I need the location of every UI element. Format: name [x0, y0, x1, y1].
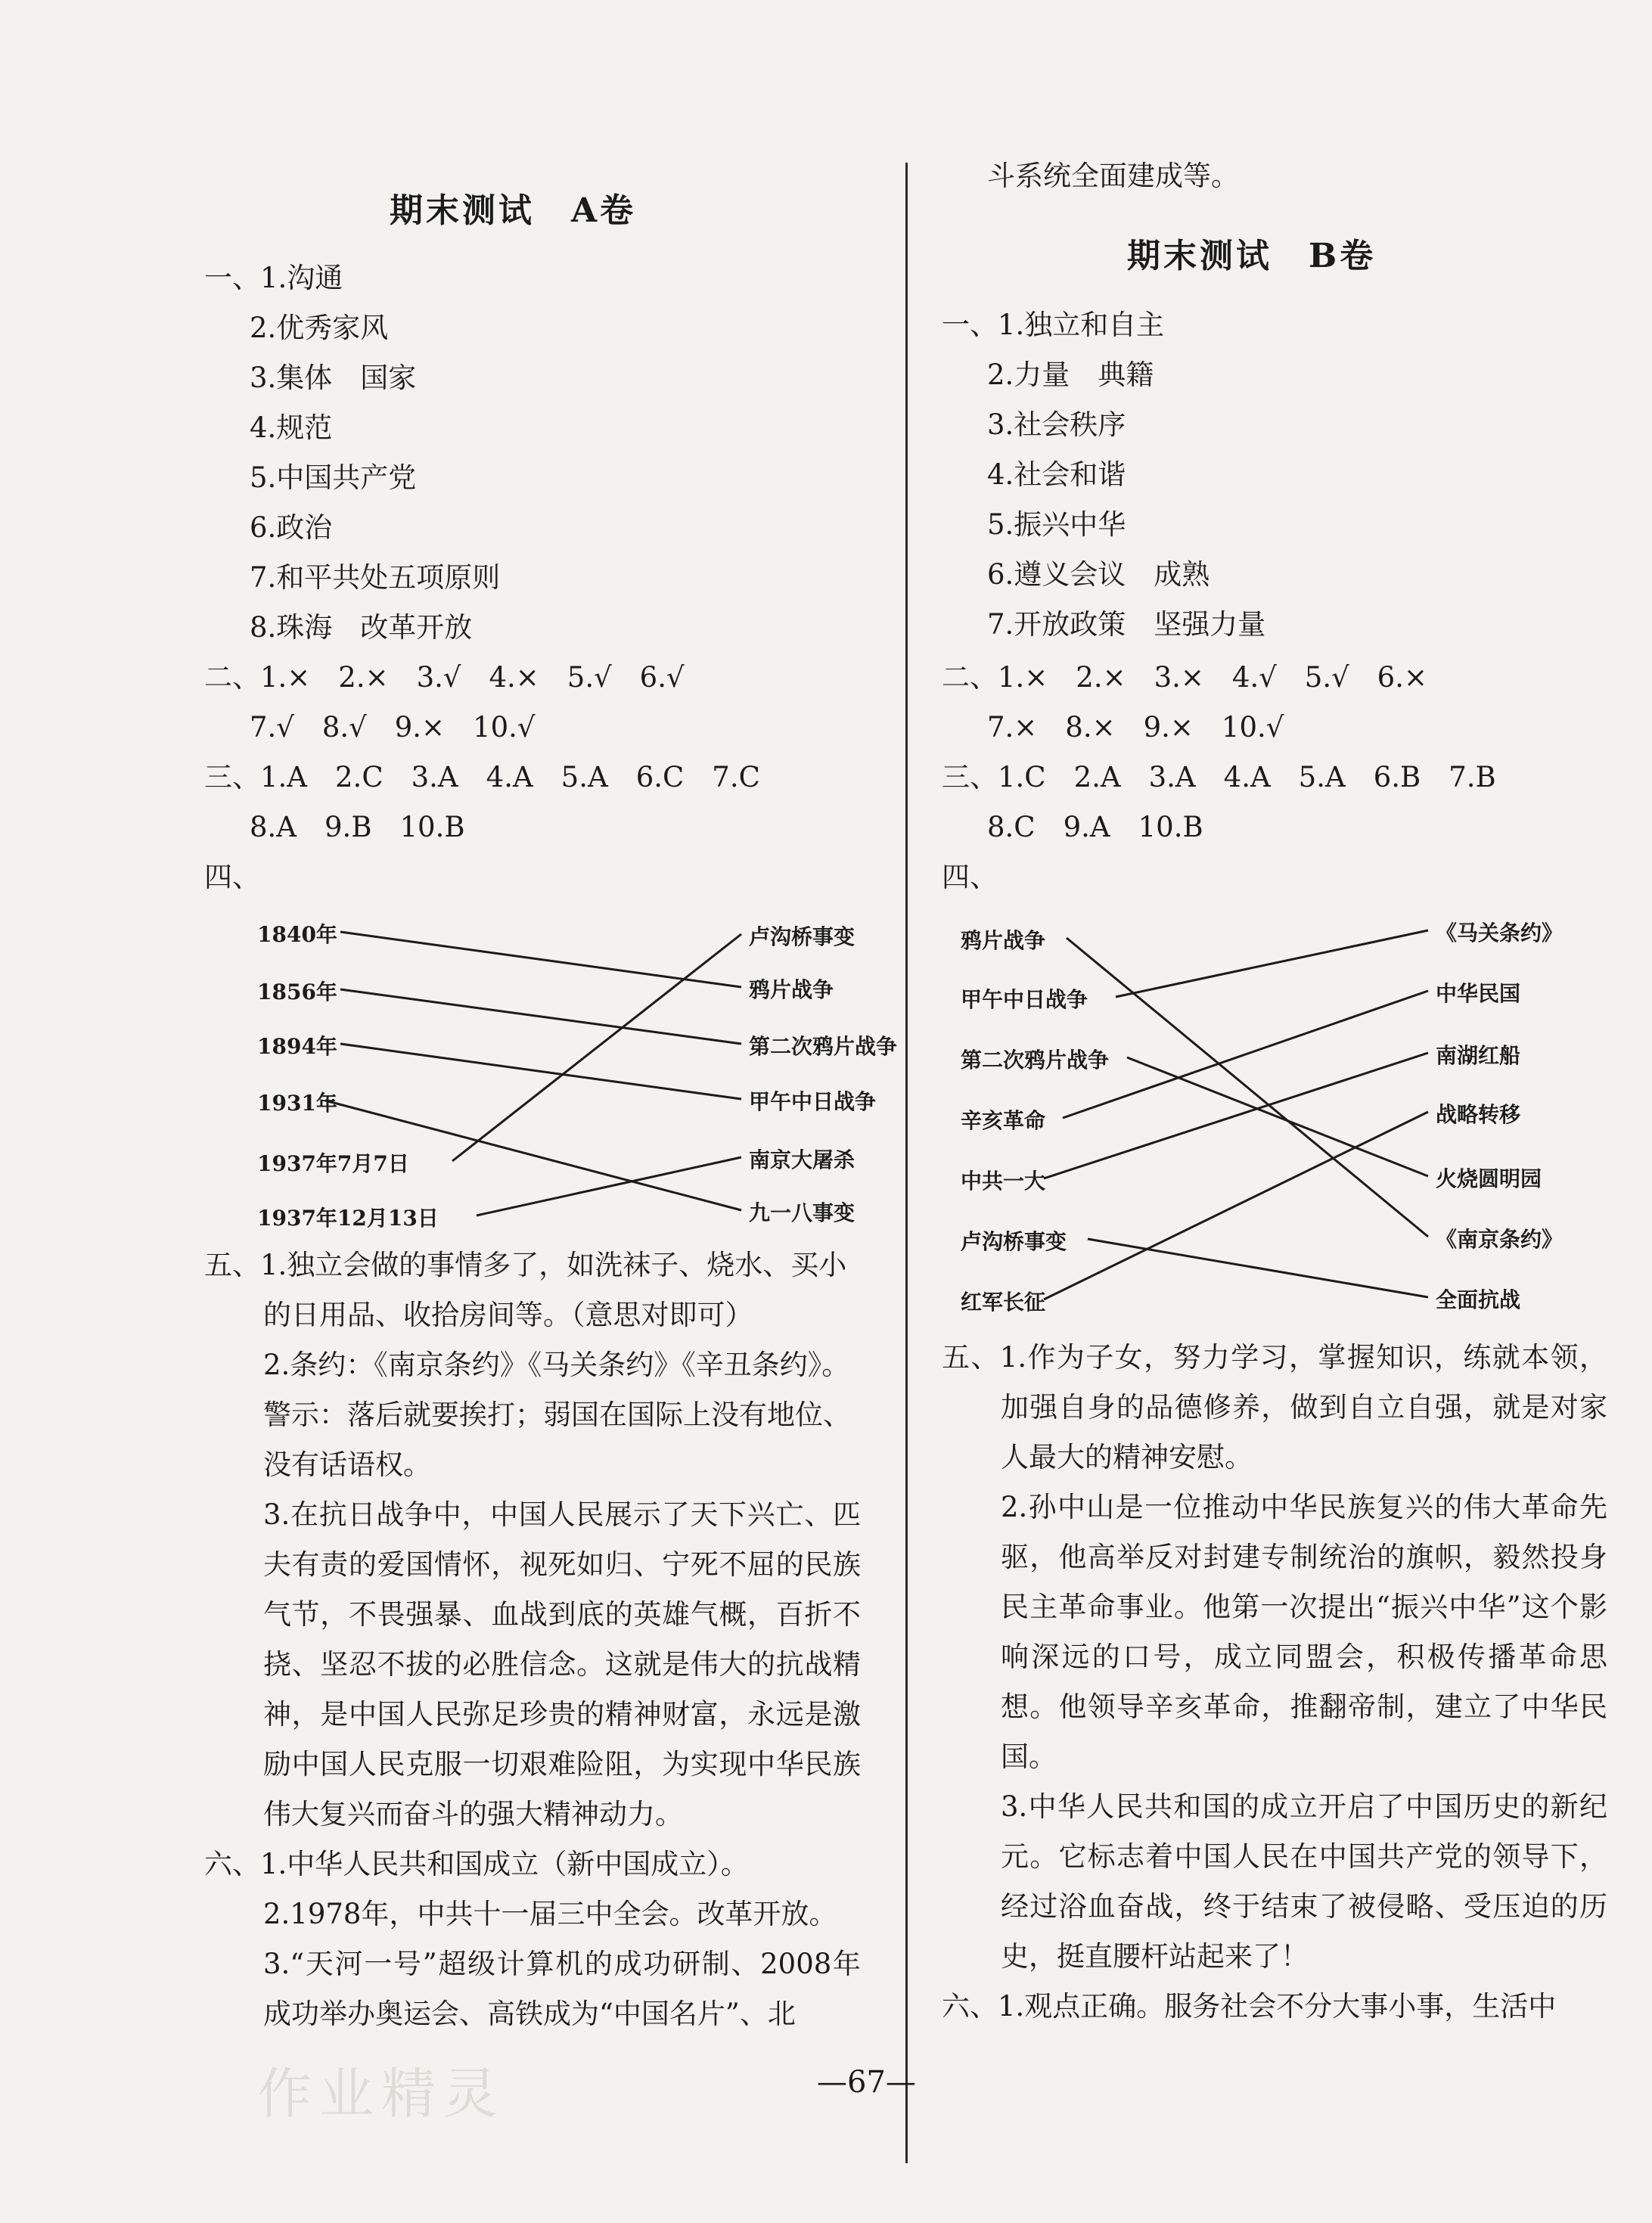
a-match-left: 1840年	[257, 922, 337, 947]
b-s5-q1	[942, 1333, 1607, 1483]
b-s4-label: 四、	[942, 861, 998, 893]
a-matching-lines	[257, 908, 862, 1233]
a-s1-item: 7.和平共处五项原则	[250, 561, 501, 594]
a-match-left: 1856年	[257, 980, 337, 1004]
continuation-line: 斗系统全面建成等。	[987, 160, 1239, 192]
b-s6-q1: 六、1.观点正确。服务社会不分大事小事，生活中	[942, 1990, 1557, 2023]
b-match-left: 卢沟桥事变	[961, 1229, 1067, 1254]
a-match-right: 第二次鸦片战争	[749, 1034, 898, 1059]
a-match-right: 卢沟桥事变	[749, 924, 856, 949]
a-s5-q3: 3.在抗日战争中，中国人民展示了天下兴亡、匹夫有责的爱国情怀，视死如归、宁死不屈的民族气节，不畏强暴、血战到底的英雄气概，百折不挠、坚忍不拔的必胜信念。这就是伟大的抗战精神，是中国人民弥足珍贵的精神财富，永远是激励中国人民克服一切艰难险阻，为实现中华民族伟大复兴而奋斗的强大精神动力。	[263, 1498, 861, 1830]
match-line	[1127, 1057, 1428, 1176]
a-s1-item: 3.集体 国家	[250, 362, 417, 394]
b-s2-line: 7.× 8.× 9.× 10.√	[987, 711, 1284, 744]
a-s5-q2-cont: 没有话语权。	[263, 1448, 431, 1481]
a-s1-item: 2.优秀家风	[250, 312, 389, 344]
b-s1-item: 5.振兴中华	[987, 508, 1126, 541]
page-title-a: 期末测试 A卷	[390, 191, 637, 230]
b-s1-item: 7.开放政策 坚强力量	[987, 608, 1266, 641]
a-match-left: 1937年7月7日	[257, 1151, 409, 1176]
column-divider	[905, 163, 908, 2163]
a-s1-item: 5.中国共产党	[250, 461, 417, 494]
b-match-left: 第二次鸦片战争	[961, 1048, 1110, 1073]
b-match-right: 全面抗战	[1436, 1287, 1521, 1312]
a-match-right: 南京大屠杀	[749, 1147, 856, 1172]
watermark: 作业精灵	[257, 2062, 506, 2125]
b-s1-item: 4.社会和谐	[987, 458, 1126, 491]
b-match-left: 红军长征	[961, 1290, 1046, 1315]
b-matching-diagram	[961, 908, 1604, 1316]
a-s6-q1: 六、1.中华人民共和国成立（新中国成立）。	[204, 1848, 749, 1880]
b-match-right: 战略转移	[1436, 1102, 1521, 1127]
match-line	[1088, 1239, 1428, 1297]
a-s5-q1: 五、1.独立会做的事情多了，如洗袜子、烧水、买小	[204, 1249, 847, 1281]
a-matching-diagram	[257, 908, 898, 1233]
b-s5-q2: 2.孙中山是一位推动中华民族复兴的伟大革命先驱，他高举反对封建专制统治的旗帜，毅然投身民主革命事业。他第一次提出“振兴中华”这个影响深远的口号，成立同盟会，积极传播革命思想。他领导辛亥革命，推翻帝制，建立了中华民国。	[1001, 1491, 1607, 1773]
b-match-right: 火烧圆明园	[1436, 1166, 1542, 1191]
b-s5-q3: 3.中华人民共和国的成立开启了中国历史的新纪元。它标志着中国人民在中国共产党的领导下，经过浴血奋战，终于结束了被侵略、受压迫的历史，挺直腰杆站起来了！	[1001, 1790, 1607, 1973]
a-match-right: 九一八事变	[749, 1200, 856, 1225]
b-match-right: 中华民国	[1436, 981, 1521, 1006]
b-match-left: 辛亥革命	[961, 1108, 1046, 1133]
b-match-left: 甲午中日战争	[961, 987, 1088, 1012]
b-match-right: 《马关条约》	[1436, 921, 1564, 945]
a-s1-item: 6.政治	[250, 511, 333, 544]
b-match-right: 南湖红船	[1436, 1043, 1521, 1068]
match-line	[1044, 1112, 1428, 1299]
a-match-left: 1937年12月13日	[257, 1206, 439, 1231]
b-s5-q1-text: 五、1.作为子女，努力学习，掌握知识，练就本领，加强自身的品德修养，做到自立自强，就是对家人最大的精神安慰。	[942, 1341, 1607, 1473]
a-s1-item: 4.规范	[250, 411, 333, 444]
a-s5-q2: 2.条约：《南京条约》《马关条约》《辛丑条约》。	[263, 1349, 850, 1381]
b-match-right: 《南京条约》	[1436, 1227, 1564, 1252]
match-line	[340, 989, 741, 1044]
b-s1-item: 2.力量 典籍	[987, 359, 1154, 391]
a-s3-line: 8.A 9.B 10.B	[250, 811, 465, 843]
a-s1-item: 8.珠海 改革开放	[250, 611, 473, 644]
match-line	[1116, 930, 1428, 997]
b-s3-line: 8.C 9.A 10.B	[987, 811, 1203, 843]
a-s5-q2-cont: 警示：落后就要挨打；弱国在国际上没有地位、	[263, 1399, 851, 1431]
a-s1-item: 一、1.沟通	[204, 262, 343, 294]
match-line	[1067, 938, 1428, 1237]
a-match-left: 1931年	[257, 1091, 337, 1116]
match-line	[477, 1157, 741, 1216]
b-s3-line: 三、1.C 2.A 3.A 4.A 5.A 6.B 7.B	[942, 761, 1496, 793]
a-s5-q1-cont: 的日用品、收拾房间等。（意思对即可）	[263, 1299, 753, 1331]
page-title-b: 期末测试 B卷	[1127, 237, 1377, 275]
match-line	[1063, 991, 1428, 1118]
match-line	[340, 932, 741, 987]
b-s1-item: 一、1.独立和自主	[942, 309, 1165, 341]
page-number: —67—	[817, 2065, 916, 2100]
a-s6-q3: 3.“天河一号”超级计算机的成功研制、2008年成功举办奥运会、高铁成为“中国名片”、北	[263, 1948, 861, 2030]
a-match-right: 鸦片战争	[749, 977, 834, 1002]
b-match-left: 中共一大	[961, 1169, 1046, 1194]
a-s2-line: 7.√ 8.√ 9.× 10.√	[250, 711, 536, 744]
b-s2-line: 二、1.× 2.× 3.× 4.√ 5.√ 6.×	[942, 661, 1427, 694]
a-s6-q2: 2.1978年，中共十一届三中全会。改革开放。	[263, 1898, 837, 1930]
b-s1-item: 6.遵义会议 成熟	[987, 558, 1210, 591]
a-match-right: 甲午中日战争	[749, 1089, 877, 1114]
b-match-left: 鸦片战争	[961, 928, 1046, 953]
a-s3-line: 三、1.A 2.C 3.A 4.A 5.A 6.C 7.C	[204, 761, 760, 793]
b-s1-item: 3.社会秩序	[987, 408, 1126, 441]
a-s2-line: 二、1.× 2.× 3.√ 4.× 5.√ 6.√	[204, 661, 685, 694]
a-match-left: 1894年	[257, 1034, 337, 1059]
a-s4-label: 四、	[204, 861, 260, 893]
